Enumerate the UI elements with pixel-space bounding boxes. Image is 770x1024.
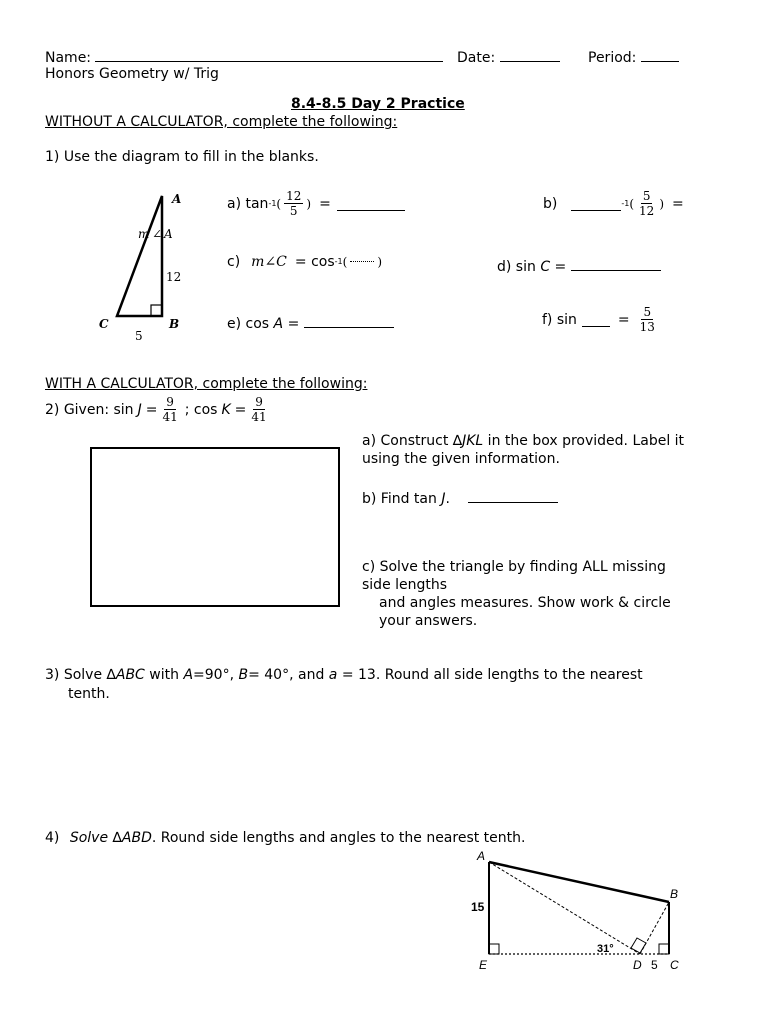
q1a-label: a) tan	[227, 195, 269, 212]
side-bc-length: 5	[135, 329, 143, 343]
q1a-equals: =	[319, 195, 331, 212]
triangle-abc	[117, 196, 162, 316]
name-field-row	[45, 47, 443, 66]
date-field-row	[457, 47, 560, 66]
q1c-label: c)	[227, 253, 241, 270]
q1a-fraction	[284, 189, 303, 218]
q3-side-var: a	[328, 667, 338, 683]
q1e-label: e) cos	[227, 316, 270, 332]
q3-b-val: = 40°, and	[248, 667, 329, 683]
q3-line2: tenth.	[68, 686, 110, 702]
q4-solve: Solve ∆	[69, 830, 122, 846]
q1c-num-blank[interactable]	[350, 253, 374, 262]
q2-var-k: K	[221, 401, 231, 418]
q2b-pre: b) Find tan	[362, 491, 442, 507]
q2a-post: in the box provided. Label it	[483, 433, 685, 449]
q1b: b) -1 ( $\frac{5}{12}$ ) =	[543, 189, 684, 218]
q1b-num: 5	[642, 189, 651, 203]
q2b-answer-line[interactable]	[468, 488, 558, 503]
right-angle-e	[489, 944, 499, 954]
period-field-row	[588, 47, 679, 66]
q2-var-j: J	[137, 401, 142, 418]
vertex-e-label: E	[479, 958, 488, 972]
q1c-m: m	[251, 253, 265, 270]
name-input-line[interactable]	[95, 47, 443, 62]
angle-symbol: ∠	[152, 227, 163, 241]
q1c: c) m ∠C = cos -1 ( )	[227, 253, 383, 270]
period-input-line[interactable]	[641, 47, 679, 62]
right-angle-marker	[151, 305, 162, 316]
q2a-var: JKL	[462, 433, 484, 449]
q1e	[227, 313, 394, 332]
q1d-var: C	[540, 259, 551, 275]
q2-den1: 41	[162, 410, 178, 424]
q3-with: with	[144, 667, 184, 683]
q1c-den-blank[interactable]	[350, 262, 374, 270]
q2c-line3: and angles measures. Show work & circle	[379, 595, 671, 611]
q1f-label: f) sin	[542, 311, 577, 328]
q1-triangle-diagram	[95, 188, 195, 348]
q2-eq1: =	[145, 401, 158, 418]
q1f-den: 13	[639, 320, 655, 334]
q3-rest: = 13. Round all side lengths to the nearest	[337, 667, 643, 683]
section2-heading: WITH A CALCULATOR, complete the following:	[45, 376, 368, 392]
vertex-a-label: A	[172, 192, 182, 206]
q4-rest: . Round side lengths and angles to the nearest tenth.	[151, 830, 526, 846]
vertex-c-label: C	[670, 958, 679, 972]
q1e-equals: =	[287, 316, 300, 332]
angle-m-label: m	[138, 227, 150, 241]
side-ab-length: 12	[166, 270, 182, 284]
date-input-line[interactable]	[500, 47, 560, 62]
q1f-equals: =	[617, 311, 630, 328]
q1d	[497, 256, 661, 275]
q2b-var: J	[441, 491, 446, 507]
q2-den2: 41	[251, 410, 267, 424]
q2-fraction2	[249, 395, 268, 424]
q1a-answer-line[interactable]	[337, 196, 405, 211]
q1a-num: 12	[286, 189, 302, 203]
q2a-pre: a) Construct ∆	[362, 433, 463, 449]
segment-ab	[489, 862, 669, 902]
q1b-equals: =	[672, 195, 684, 212]
q2-fraction1	[160, 395, 179, 424]
q1b-answer-line[interactable]	[571, 196, 621, 211]
q1f-num: 5	[643, 305, 652, 319]
q1d-label: d) sin	[497, 259, 536, 275]
q2-prompt: 2) Given: sin	[45, 401, 134, 418]
q1-prompt: 1) Use the diagram to fill in the blanks.	[45, 149, 319, 165]
q2b	[362, 488, 558, 507]
segment-ad	[489, 862, 640, 954]
q3-a-var: A	[183, 667, 194, 683]
q1c-angle: ∠C	[264, 253, 287, 270]
q1c-fraction-blank[interactable]	[350, 253, 374, 270]
vertex-b-label: B	[670, 887, 679, 901]
q2c-line4: your answers.	[379, 613, 478, 629]
angle-31-label: 31°	[597, 943, 614, 955]
q2-num1: 9	[166, 395, 174, 409]
q3-pre: 3) Solve ∆	[45, 667, 116, 683]
vertex-a-label: A	[477, 849, 486, 863]
q1c-sup: -1	[334, 257, 343, 266]
q1a-den: 5	[289, 204, 298, 218]
side-ae-length: 15	[471, 900, 485, 914]
q2-num2: 9	[255, 395, 263, 409]
q1b-den: 12	[639, 204, 655, 218]
q4-triangle: ABD	[121, 830, 152, 846]
q3-line1	[45, 667, 643, 683]
vertex-b-label: B	[169, 317, 180, 331]
q1f-fraction	[638, 305, 657, 334]
q3-a-val: =90°,	[193, 667, 239, 683]
q1c-equals-cos: = cos	[294, 253, 335, 270]
q1e-var: A	[273, 316, 284, 332]
q2-eq2: =	[234, 401, 247, 418]
q1b-sup: -1	[621, 199, 630, 208]
q1f	[542, 305, 660, 334]
q1f-answer-line[interactable]	[582, 312, 610, 327]
q2c-line2: side lengths	[362, 577, 448, 593]
q3-b-var: B	[238, 667, 249, 683]
q3-triangle: ABC	[115, 667, 145, 683]
q1d-equals: =	[554, 259, 567, 275]
side-dc-length: 5	[651, 958, 658, 972]
q4-number: 4)	[45, 830, 60, 846]
q4-prompt	[45, 830, 525, 846]
q4-diagram	[465, 846, 695, 976]
q2-given	[45, 395, 272, 424]
angle-a-label: A	[164, 227, 173, 241]
vertex-c-label: C	[99, 317, 109, 331]
q1a-sup: -1	[268, 199, 277, 208]
q2b-post: .	[445, 491, 450, 507]
date-label: Date:	[457, 50, 496, 66]
q2-separator: ; cos	[184, 401, 218, 418]
construct-triangle-box[interactable]	[90, 447, 340, 607]
q1b-fraction	[637, 189, 656, 218]
q2a-line2: using the given information.	[362, 451, 560, 467]
section1-heading: WITHOUT A CALCULATOR, complete the following:	[45, 114, 398, 130]
q1e-answer-line[interactable]	[304, 313, 394, 328]
q2a-line1	[362, 433, 684, 449]
q1b-label: b)	[543, 195, 558, 212]
course-name: Honors Geometry w/ Trig	[45, 66, 219, 82]
q2c-line1: c) Solve the triangle by finding ALL missing	[362, 559, 666, 575]
q1a: a) tan -1 ( $\frac{12}{5}$ ) =	[227, 189, 405, 218]
vertex-d-label: D	[633, 958, 642, 972]
right-angle-d	[631, 938, 646, 953]
name-label: Name:	[45, 50, 92, 66]
period-label: Period:	[588, 50, 637, 66]
right-angle-c	[659, 944, 669, 954]
q1d-answer-line[interactable]	[571, 256, 661, 271]
page-title: 8.4-8.5 Day 2 Practice	[291, 96, 465, 112]
